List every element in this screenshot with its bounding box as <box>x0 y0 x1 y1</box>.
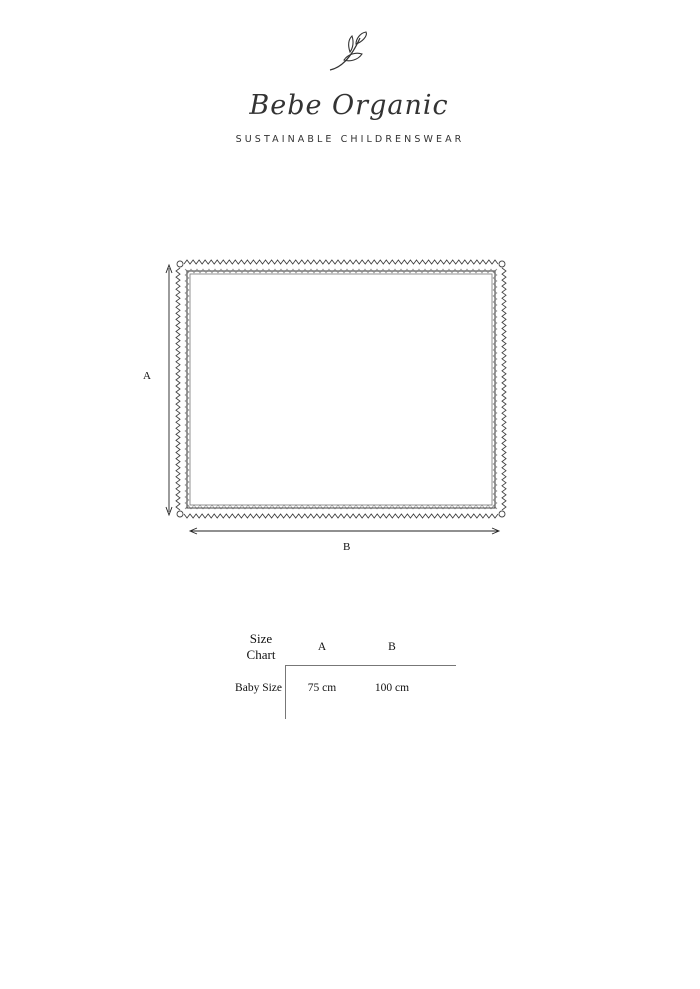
svg-text:Bebe Organic: Bebe Organic <box>249 90 449 121</box>
dimension-b-label: B <box>343 541 351 553</box>
leaf-sprig-icon <box>326 30 374 74</box>
row-label-baby-size: Baby Size <box>235 682 282 694</box>
table-divider-vertical <box>285 665 286 719</box>
dimension-a-arrow <box>166 265 172 515</box>
dimension-a-label: A <box>143 370 151 382</box>
cell-baby-size-b: 100 cm <box>374 682 410 694</box>
brand-tagline: SUSTAINABLE CHILDRENSWEAR <box>235 134 465 145</box>
dimension-b-arrow <box>190 528 499 534</box>
cell-baby-size-a: 75 cm <box>307 682 337 694</box>
blanket-inner-border <box>187 271 495 508</box>
brand-wordmark <box>236 82 462 134</box>
blanket-lace-edge <box>176 260 506 518</box>
blanket-diagram <box>130 250 530 570</box>
column-header-b: B <box>388 641 396 653</box>
table-divider-horizontal <box>286 665 456 666</box>
column-header-a: A <box>317 641 327 653</box>
size-chart-title: Size Chart <box>246 631 276 662</box>
